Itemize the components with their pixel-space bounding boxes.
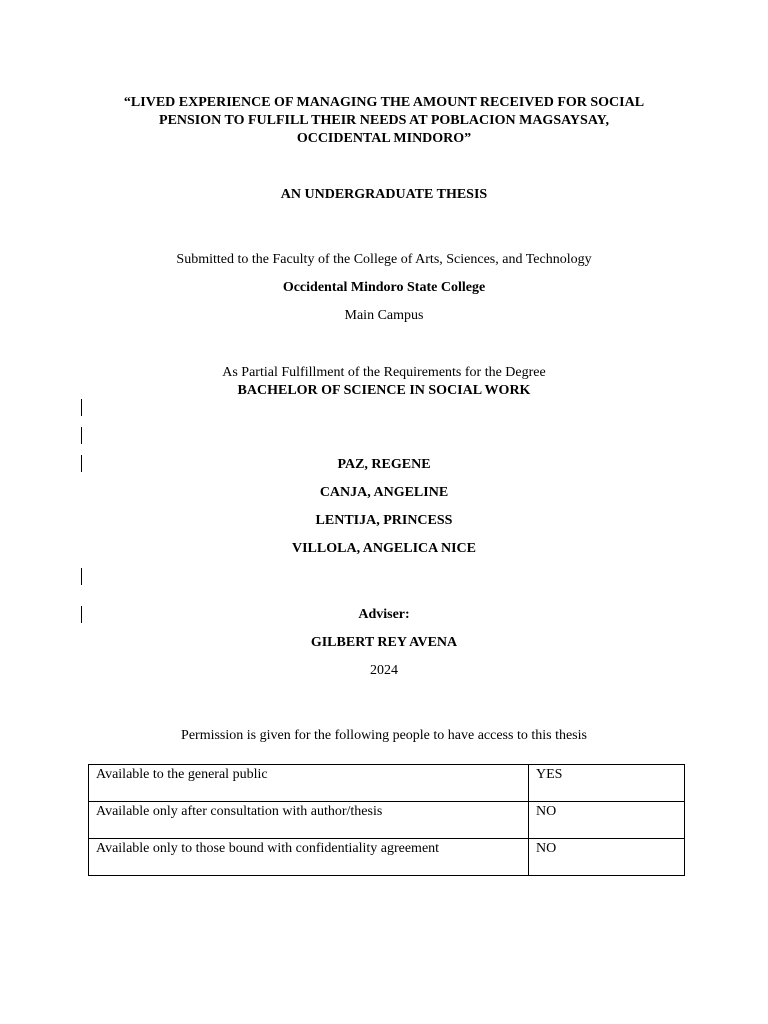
thesis-year: 2024 — [370, 663, 398, 678]
author-name: CANJA, ANGELINE — [319, 485, 449, 500]
text-cursor-mark — [81, 399, 82, 416]
author-name: LENTIJA, PRINCESS — [315, 513, 453, 528]
table-row — [89, 802, 685, 839]
adviser-label: Adviser: — [358, 607, 410, 622]
degree-fulfillment-text: As Partial Fulfillment of the Requirements for the Degree — [222, 365, 546, 380]
access-option-value: YES — [529, 765, 685, 802]
thesis-title-line-3: OCCIDENTAL MINDORO” — [296, 131, 472, 146]
thesis-title-line-1: “LIVED EXPERIENCE OF MANAGING THE AMOUNT RECEIVED FOR SOCIAL — [123, 95, 645, 110]
thesis-type-heading: AN UNDERGRADUATE THESIS — [280, 187, 488, 202]
text-cursor-mark — [81, 568, 82, 585]
campus-name: Main Campus — [344, 308, 424, 323]
author-name: VILLOLA, ANGELICA NICE — [292, 541, 476, 556]
access-option-value: NO — [529, 802, 685, 839]
access-option-label: Available to the general public — [89, 765, 529, 802]
submitted-to-text: Submitted to the Faculty of the College of Arts, Sciences, and Technology — [176, 252, 592, 267]
access-option-label: Available only to those bound with confidentiality agreement — [89, 839, 529, 876]
permission-table — [88, 764, 685, 876]
author-name: PAZ, REGENE — [337, 457, 431, 472]
access-option-value: NO — [529, 839, 685, 876]
adviser-name: GILBERT REY AVENA — [310, 635, 458, 650]
thesis-title — [90, 94, 678, 148]
access-option-label: Available only after consultation with author/thesis — [89, 802, 529, 839]
permission-statement: Permission is given for the following people to have access to this thesis — [181, 728, 587, 743]
thesis-title-line-2: PENSION TO FULFILL THEIR NEEDS AT POBLACION MAGSAYSAY, — [159, 113, 609, 128]
text-cursor-mark — [81, 427, 82, 444]
institution-name: Occidental Mindoro State College — [282, 280, 486, 295]
table-row — [89, 765, 685, 802]
table-row — [89, 839, 685, 876]
degree-name: BACHELOR OF SCIENCE IN SOCIAL WORK — [237, 383, 531, 398]
